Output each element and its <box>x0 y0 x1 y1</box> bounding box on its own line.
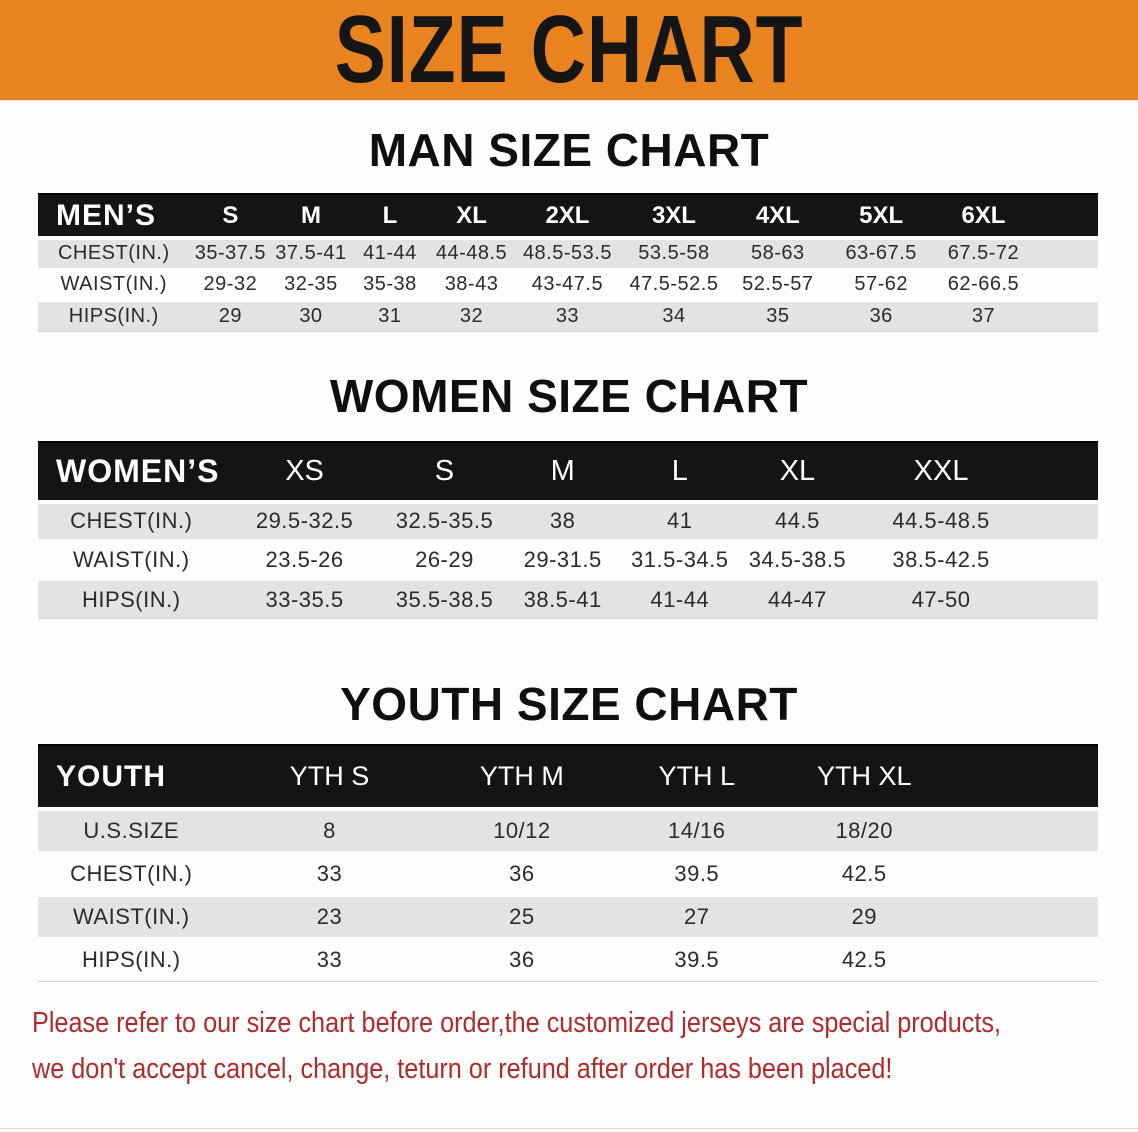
measure-value-cell: 44.5-48.5 <box>856 502 1026 541</box>
measure-value-cell: 32.5-35.5 <box>385 502 505 541</box>
table-row <box>38 895 1098 938</box>
measure-value-cell: 35-38 <box>351 269 429 300</box>
disclaimer-line-2: we don't accept cancel, change, teturn or refund after order has been placed! <box>32 1052 893 1085</box>
measure-value-cell: 44-48.5 <box>429 238 514 269</box>
measure-label-cell: WAIST(IN.) <box>38 895 225 938</box>
measure-value-cell: 44-47 <box>739 580 857 619</box>
measure-value-cell: 23 <box>225 895 435 938</box>
measure-value-cell: 37 <box>934 300 1034 331</box>
mens-size-table <box>38 193 1098 332</box>
filler-cell <box>944 852 1098 895</box>
measure-value-cell: 35 <box>727 300 829 331</box>
size-header-cell: XS <box>225 442 385 502</box>
measure-value-cell: 63-67.5 <box>829 238 934 269</box>
measure-value-cell: 48.5-53.5 <box>514 238 621 269</box>
size-header-cell: 4XL <box>727 194 829 238</box>
measure-value-cell: 29 <box>784 895 944 938</box>
filler-cell <box>1033 269 1098 300</box>
measure-value-cell: 29-32 <box>190 269 272 300</box>
filler-cell <box>1026 442 1098 502</box>
measure-value-cell: 38.5-41 <box>504 580 621 619</box>
disclaimer <box>32 1000 1138 1092</box>
measure-value-cell: 34.5-38.5 <box>739 541 857 580</box>
women-size-chart-heading: WOMEN SIZE CHART <box>329 369 809 422</box>
measure-value-cell: 42.5 <box>784 852 944 895</box>
measure-value-cell: 35-37.5 <box>190 238 272 269</box>
table-row <box>38 938 1098 981</box>
measure-value-cell: 32-35 <box>271 269 351 300</box>
measure-value-cell: 36 <box>434 852 609 895</box>
size-header-cell: 3XL <box>621 194 727 238</box>
measure-value-cell: 35.5-38.5 <box>385 580 505 619</box>
measure-value-cell: 47.5-52.5 <box>621 269 727 300</box>
table-title-cell: WOMEN’S <box>38 442 225 502</box>
measure-value-cell: 31 <box>351 300 429 331</box>
size-header-cell: L <box>621 442 739 502</box>
banner-title: SIZE CHART <box>334 0 804 103</box>
table-row <box>38 580 1098 619</box>
measure-value-cell: 52.5-57 <box>727 269 829 300</box>
measure-value-cell: 18/20 <box>784 809 944 852</box>
table-row <box>38 852 1098 895</box>
measure-label-cell: HIPS(IN.) <box>38 580 225 619</box>
measure-value-cell: 27 <box>609 895 784 938</box>
size-header-cell: YTH M <box>434 745 609 809</box>
size-header-cell: YTH S <box>225 745 435 809</box>
measure-value-cell: 29 <box>190 300 272 331</box>
measure-value-cell: 36 <box>829 300 934 331</box>
size-header-cell: XL <box>429 194 514 238</box>
measure-label-cell: CHEST(IN.) <box>38 502 225 541</box>
table-title-cell: MEN’S <box>38 194 190 238</box>
size-header-cell: M <box>504 442 621 502</box>
youth-size-chart-heading: YOUTH SIZE CHART <box>340 678 798 730</box>
size-header-cell: 5XL <box>829 194 934 238</box>
man-size-chart-heading: MAN SIZE CHART <box>368 124 770 176</box>
youth-size-table <box>38 744 1098 982</box>
filler-cell <box>944 938 1098 981</box>
filler-cell <box>1026 580 1098 619</box>
filler-cell <box>1026 502 1098 541</box>
filler-cell <box>1026 541 1098 580</box>
size-header-cell: M <box>271 194 351 238</box>
measure-value-cell: 36 <box>434 938 609 981</box>
measure-value-cell: 67.5-72 <box>934 238 1034 269</box>
measure-value-cell: 58-63 <box>727 238 829 269</box>
measure-value-cell: 47-50 <box>856 580 1026 619</box>
measure-value-cell: 39.5 <box>609 852 784 895</box>
size-chart-banner <box>0 0 1138 101</box>
measure-value-cell: 43-47.5 <box>514 269 621 300</box>
measure-label-cell: CHEST(IN.) <box>38 852 225 895</box>
table-row <box>38 269 1098 300</box>
measure-value-cell: 25 <box>434 895 609 938</box>
size-header-cell: L <box>351 194 429 238</box>
size-header-cell: XL <box>739 442 857 502</box>
measure-label-cell: WAIST(IN.) <box>38 269 190 300</box>
measure-value-cell: 23.5-26 <box>225 541 385 580</box>
measure-value-cell: 33 <box>225 852 435 895</box>
size-header-cell: 2XL <box>514 194 621 238</box>
measure-value-cell: 38.5-42.5 <box>856 541 1026 580</box>
measure-value-cell: 8 <box>225 809 435 852</box>
table-row <box>38 300 1098 331</box>
womens-size-table <box>38 441 1098 620</box>
measure-value-cell: 41-44 <box>351 238 429 269</box>
measure-value-cell: 32 <box>429 300 514 331</box>
size-header-cell: S <box>190 194 272 238</box>
filler-cell <box>1033 194 1098 238</box>
measure-value-cell: 33 <box>514 300 621 331</box>
table-header-row <box>38 194 1098 238</box>
filler-cell <box>1033 300 1098 331</box>
size-header-cell: YTH XL <box>784 745 944 809</box>
measure-value-cell: 33-35.5 <box>225 580 385 619</box>
measure-value-cell: 33 <box>225 938 435 981</box>
measure-value-cell: 29-31.5 <box>504 541 621 580</box>
measure-value-cell: 42.5 <box>784 938 944 981</box>
table-header-row <box>38 745 1098 809</box>
measure-value-cell: 14/16 <box>609 809 784 852</box>
filler-cell <box>944 895 1098 938</box>
size-header-cell: 6XL <box>934 194 1034 238</box>
measure-label-cell: U.S.SIZE <box>38 809 225 852</box>
measure-value-cell: 41-44 <box>621 580 739 619</box>
measure-value-cell: 26-29 <box>385 541 505 580</box>
filler-cell <box>944 809 1098 852</box>
measure-value-cell: 41 <box>621 502 739 541</box>
table-row <box>38 502 1098 541</box>
measure-value-cell: 30 <box>271 300 351 331</box>
size-header-cell: S <box>385 442 505 502</box>
table-row <box>38 238 1098 269</box>
filler-cell <box>944 745 1098 809</box>
measure-label-cell: HIPS(IN.) <box>38 938 225 981</box>
measure-value-cell: 38 <box>504 502 621 541</box>
measure-value-cell: 44.5 <box>739 502 857 541</box>
measure-label-cell: CHEST(IN.) <box>38 238 190 269</box>
measure-label-cell: HIPS(IN.) <box>38 300 190 331</box>
measure-value-cell: 53.5-58 <box>621 238 727 269</box>
measure-value-cell: 34 <box>621 300 727 331</box>
measure-value-cell: 62-66.5 <box>934 269 1034 300</box>
disclaimer-line-1: Please refer to our size chart before order,the customized jerseys are special products, <box>32 1006 1002 1039</box>
table-title-cell: YOUTH <box>38 745 225 809</box>
measure-value-cell: 38-43 <box>429 269 514 300</box>
measure-label-cell: WAIST(IN.) <box>38 541 225 580</box>
table-row <box>38 541 1098 580</box>
table-header-row <box>38 442 1098 502</box>
measure-value-cell: 57-62 <box>829 269 934 300</box>
measure-value-cell: 37.5-41 <box>271 238 351 269</box>
measure-value-cell: 29.5-32.5 <box>225 502 385 541</box>
filler-cell <box>1033 238 1098 269</box>
measure-value-cell: 39.5 <box>609 938 784 981</box>
size-header-cell: YTH L <box>609 745 784 809</box>
table-row <box>38 809 1098 852</box>
measure-value-cell: 10/12 <box>434 809 609 852</box>
size-header-cell: XXL <box>856 442 1026 502</box>
measure-value-cell: 31.5-34.5 <box>621 541 739 580</box>
